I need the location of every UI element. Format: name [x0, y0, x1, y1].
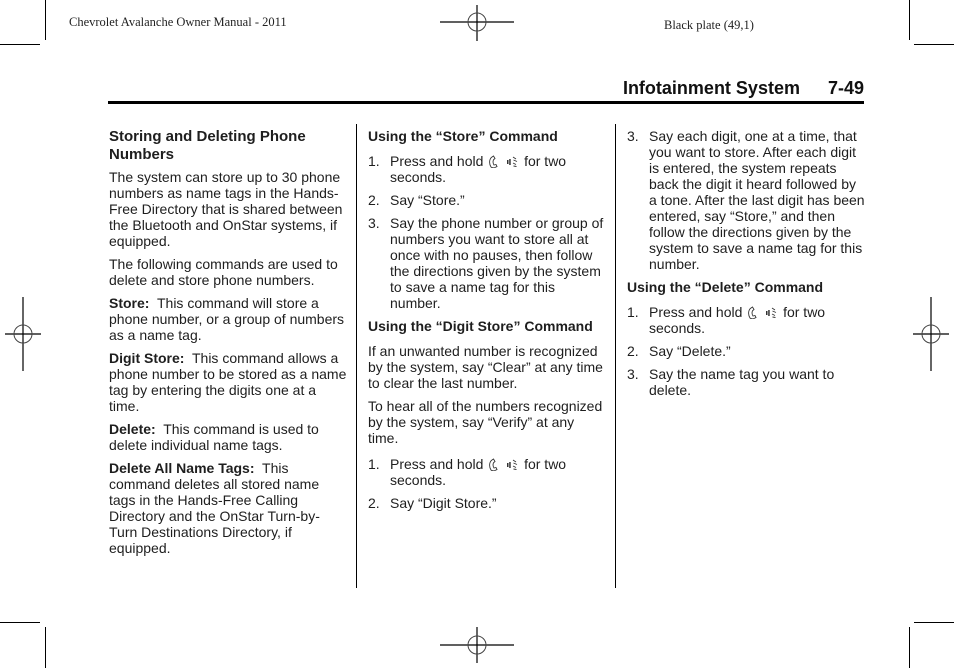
- step-text: Say “Delete.”: [649, 343, 731, 359]
- crop-mark-top-left-vertical: [45, 0, 46, 40]
- definition-delete-all: [109, 460, 347, 556]
- definition-text: This command deletes all stored name tags in the Hands-Free Calling Directory and the OnStar Turn-by-Turn Destinations Directory, if equipped.: [109, 460, 320, 556]
- digit-store-steps: [368, 456, 608, 511]
- definition-term: Digit Store:: [109, 350, 185, 366]
- section-heading: Storing and Deleting Phone Numbers: [109, 128, 306, 163]
- list-item: [368, 192, 608, 208]
- crop-mark-bottom-left-horizontal: [0, 622, 40, 623]
- step-number: 1.: [368, 456, 380, 472]
- phone-handset-icon: [488, 458, 500, 471]
- crop-mark-bottom-right-horizontal: [914, 622, 954, 623]
- manual-title: Chevrolet Avalanche Owner Manual - 2011: [69, 15, 287, 29]
- digit-store-heading: Using the “Digit Store” Command: [368, 318, 593, 334]
- column-1: [109, 128, 347, 563]
- list-item: [368, 215, 608, 311]
- step-number: 1.: [368, 153, 380, 169]
- registration-mark-top-icon: [440, 4, 516, 42]
- delete-command-heading: Using the “Delete” Command: [627, 279, 824, 295]
- step-text: Say the phone number or group of numbers you want to store all at once with no pauses, then follow the directions given by the system to save a name tag for this number.: [390, 215, 604, 311]
- step-text-before: Press and hold: [390, 456, 484, 472]
- step-number: 1.: [627, 304, 639, 320]
- list-item: [627, 343, 867, 359]
- definition-text: This command will store a phone number, or a group of numbers as a name tag.: [109, 295, 345, 343]
- list-item: [368, 495, 608, 511]
- voice-recognition-icon: [506, 155, 519, 168]
- step-number: 2.: [368, 192, 380, 208]
- crop-mark-top-right-horizontal: [914, 44, 954, 45]
- intro-paragraph: The system can store up to 30 phone numbers as name tags in the Hands-Free Directory that is shared between the Bluetooth and OnStar systems, if equipped.: [109, 169, 343, 249]
- running-head: [108, 78, 864, 99]
- digit-store-paragraph-2: To hear all of the numbers recognized by the system, say “Verify” at any time.: [368, 398, 603, 446]
- step-text: Say “Digit Store.”: [390, 495, 497, 511]
- crop-mark-top-left-horizontal: [0, 44, 40, 45]
- crop-mark-bottom-left-vertical: [45, 627, 46, 668]
- definition-text: This command is used to delete individual name tags.: [109, 421, 319, 453]
- digit-store-paragraph-1: If an unwanted number is recognized by the system, say “Clear” at any time to clear the last number.: [368, 343, 603, 391]
- step-number: 3.: [368, 215, 380, 231]
- crop-mark-bottom-right-vertical: [909, 627, 910, 668]
- step-text-before: Press and hold: [649, 304, 743, 320]
- step-text-after: for two seconds.: [390, 456, 567, 488]
- page-number: 7-49: [827, 78, 864, 98]
- registration-mark-bottom-icon: [440, 626, 516, 664]
- digit-store-steps-continued: [627, 128, 867, 272]
- column-2: [368, 128, 608, 518]
- definition-text: This command allows a phone number to be stored as a name tag by entering the digits one at a time.: [109, 350, 347, 414]
- list-item: [627, 128, 867, 272]
- step-number: 2.: [627, 343, 639, 359]
- step-number: 2.: [368, 495, 380, 511]
- registration-mark-left-icon: [4, 297, 42, 371]
- list-item: [368, 456, 608, 488]
- voice-recognition-icon: [765, 306, 778, 319]
- delete-steps: [627, 304, 867, 398]
- plate-label: Black plate (49,1): [664, 18, 754, 32]
- section-title: Infotainment System: [622, 78, 800, 98]
- step-number: 3.: [627, 128, 639, 144]
- step-text: Say “Store.”: [390, 192, 465, 208]
- column-3: [627, 128, 867, 405]
- step-text-after: for two seconds.: [390, 153, 567, 185]
- store-steps: [368, 153, 608, 311]
- step-number: 3.: [627, 366, 639, 382]
- step-text-before: Press and hold: [390, 153, 484, 169]
- phone-handset-icon: [488, 155, 500, 168]
- definition-delete: [109, 421, 347, 453]
- intro-paragraph-2: The following commands are used to delete and store phone numbers.: [109, 256, 338, 288]
- step-text: Say each digit, one at a time, that you want to store. After each digit is entered, the system repeats back the digit it heard followed by a tone. After the last digit has been entered, say “Store,” and then follow the directions given by the system to save a name tag for this number.: [649, 128, 865, 272]
- definition-term: Store:: [109, 295, 150, 311]
- crop-mark-top-right-vertical: [909, 0, 910, 40]
- list-item: [368, 153, 608, 185]
- list-item: [627, 304, 867, 336]
- voice-recognition-icon: [506, 458, 519, 471]
- header-rule: [108, 101, 864, 104]
- step-text-after: for two seconds.: [649, 304, 826, 336]
- phone-handset-icon: [747, 306, 759, 319]
- step-text: Say the name tag you want to delete.: [649, 366, 835, 398]
- list-item: [627, 366, 867, 398]
- store-command-heading: Using the “Store” Command: [368, 128, 558, 144]
- definition-term: Delete:: [109, 421, 156, 437]
- definition-term: Delete All Name Tags:: [109, 460, 255, 476]
- definition-digit-store: [109, 350, 347, 414]
- registration-mark-right-icon: [912, 297, 950, 371]
- column-divider-2: [615, 124, 616, 588]
- column-divider-1: [356, 124, 357, 588]
- definition-store: [109, 295, 347, 343]
